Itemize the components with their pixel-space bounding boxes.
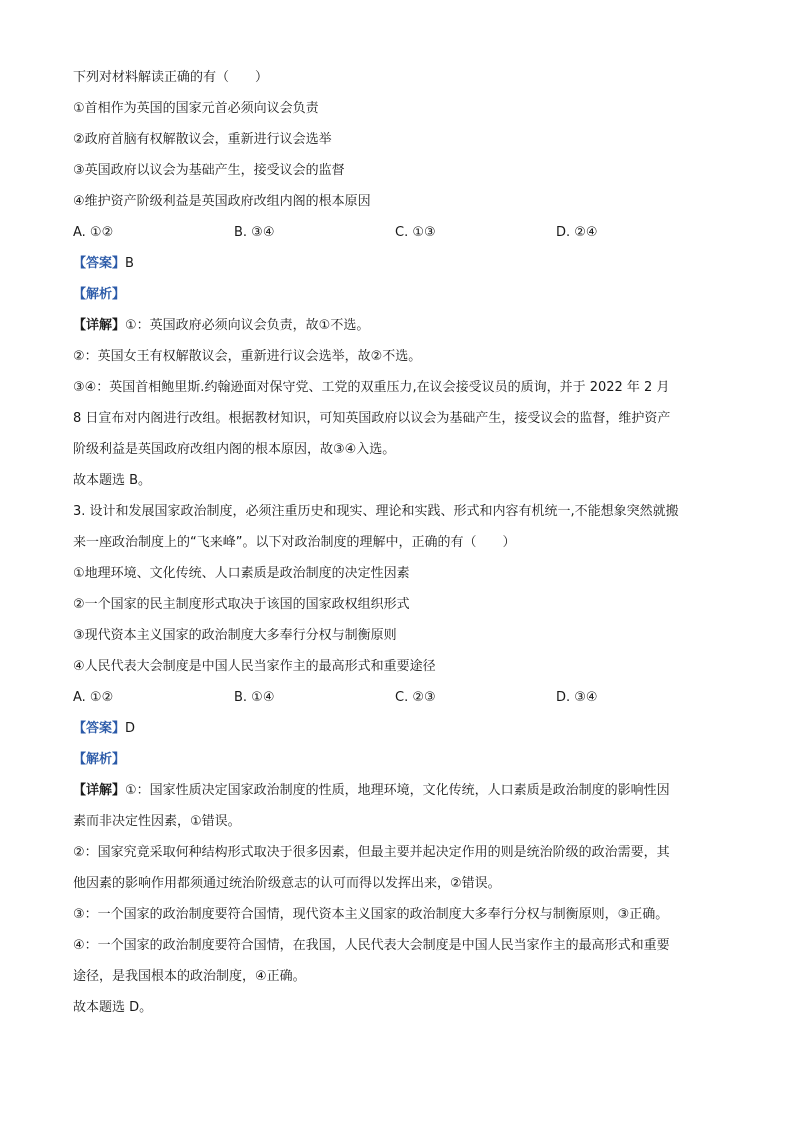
q2-statement-3: ③英国政府以议会为基础产生，接受议会的监督	[73, 163, 345, 178]
q2-answer-tag: 【答案】	[73, 256, 126, 271]
q3-options	[73, 682, 723, 713]
q3-detail-line-2: ②：国家究竟采取何种结构形式取决于很多因素，但最主要并起决定作用的则是统治阶级的政治需要，其	[73, 845, 670, 860]
q3-option-c: C. ②③	[395, 690, 436, 705]
q2-detail-line-1: ②：英国女王有权解散议会，重新进行议会选举，故②不选。	[73, 349, 422, 364]
q2-option-a: A. ①②	[73, 225, 114, 240]
q3-detail-line-4: ③：一个国家的政治制度要符合国情，现代资本主义国家的政治制度大多奉行分权与制衡原则，③正确。	[73, 907, 669, 922]
q3-analysis-tag: 【解析】	[73, 752, 126, 767]
q3-statement-4: ④人民代表大会制度是中国人民当家作主的最高形式和重要途径	[73, 659, 436, 674]
q2-detail-line-2: ③④：英国首相鲍里斯.约翰逊面对保守党、工党的双重压力,在议会接受议员的质询，并于 2022 年 2 月	[73, 380, 670, 395]
q3-analysis	[73, 744, 723, 775]
q3-stem-line-1: 3. 设计和发展国家政治制度，必须注重历史和现实、理论和实践、形式和内容有机统一,不能想象突然就搬	[73, 504, 679, 519]
q3-answer-value: D	[125, 721, 136, 736]
q3-answer	[73, 713, 723, 744]
q2-detail-first	[73, 310, 723, 341]
q2-analysis	[73, 279, 723, 310]
q3-statement-1: ①地理环境、文化传统、人口素质是政治制度的决定性因素	[73, 566, 410, 581]
q3-detail-line-1: 素而非决定性因素，①错误。	[73, 814, 241, 829]
q2-answer	[73, 248, 723, 279]
q3-detail-line-3: 他因素的影响作用都须通过统治阶级意志的认可而得以发挥出来，②错误。	[73, 876, 501, 891]
q3-stem-line-2: 来一座政治制度上的“飞来峰”。以下对政治制度的理解中，正确的有（ ）	[73, 535, 516, 550]
q2-detail-first-text: ①：英国政府必须向议会负责，故①不选。	[125, 318, 370, 333]
q2-option-c: C. ①③	[395, 225, 436, 240]
q2-detail-tag: 【详解】	[73, 318, 126, 333]
q3-detail-line-6: 途径，是我国根本的政治制度，④正确。	[73, 969, 306, 984]
q3-detail-first	[73, 775, 723, 806]
q3-detail-first-text: ①：国家性质决定国家政治制度的性质，地理环境，文化传统，人口素质是政治制度的影响性因	[125, 783, 670, 798]
q3-option-d: D. ③④	[556, 690, 598, 705]
document-page	[73, 62, 723, 1023]
q2-conclusion: 故本题选 B。	[73, 473, 152, 488]
q3-option-a: A. ①②	[73, 690, 114, 705]
q3-option-b: B. ①④	[234, 690, 275, 705]
q3-detail-tag: 【详解】	[73, 783, 126, 798]
q2-option-b: B. ③④	[234, 225, 275, 240]
q3-statement-3: ③现代资本主义国家的政治制度大多奉行分权与制衡原则	[73, 628, 397, 643]
q3-statement-2: ②一个国家的民主制度形式取决于该国的国家政权组织形式	[73, 597, 410, 612]
q2-option-d: D. ②④	[556, 225, 598, 240]
q2-detail-line-4: 阶级利益是英国政府改组内阁的根本原因，故③④入选。	[73, 442, 396, 457]
q3-conclusion: 故本题选 D。	[73, 1000, 153, 1015]
q2-statement-2: ②政府首脑有权解散议会，重新进行议会选举	[73, 132, 332, 147]
q2-statement-4: ④维护资产阶级利益是英国政府改组内阁的根本原因	[73, 194, 371, 209]
q2-options	[73, 217, 723, 248]
q2-analysis-tag: 【解析】	[73, 287, 126, 302]
q3-detail-line-5: ④：一个国家的政治制度要符合国情，在我国，人民代表大会制度是中国人民当家作主的最高形式和重要	[73, 938, 670, 953]
q3-answer-tag: 【答案】	[73, 721, 126, 736]
q2-statement-1: ①首相作为英国的国家元首必须向议会负责	[73, 101, 319, 116]
q2-detail-line-3: 8 日宣布对内阁进行改组。根据教材知识，可知英国政府以议会为基础产生，接受议会的监督，维护资产	[73, 411, 671, 426]
q2-stem: 下列对材料解读正确的有（ ）	[73, 70, 269, 85]
q2-answer-value: B	[125, 256, 134, 271]
